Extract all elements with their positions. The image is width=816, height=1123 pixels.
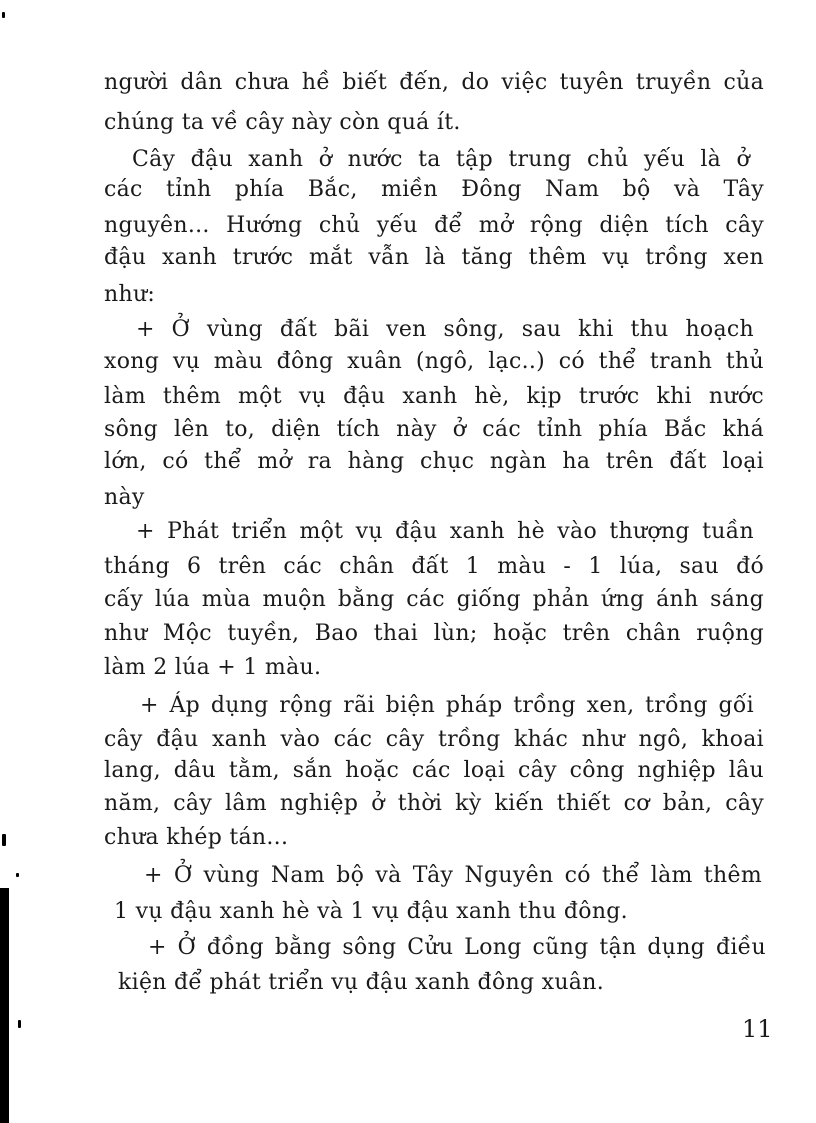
- text-line: kiện để phát triển vụ đậu xanh đông xuân.: [118, 970, 604, 995]
- text-line: lớn, có thể mở ra hàng chục ngàn ha trên đất loại: [104, 449, 764, 474]
- text-line: như Mộc tuyền, Bao thai lùn; hoặc trên chân ruộng: [104, 621, 764, 646]
- page-number: 11: [742, 1015, 773, 1043]
- bullet-item: + Ở vùng Nam bộ và Tây Nguyên có thể làm thêm: [144, 863, 762, 888]
- text-line: các tỉnh phía Bắc, miền Đông Nam bộ và Tây: [104, 177, 764, 202]
- text-line: tháng 6 trên các chân đất 1 màu - 1 lúa, sau đó: [104, 554, 764, 579]
- bullet-item: + Phát triển một vụ đậu xanh hè vào thượng tuần: [136, 519, 754, 544]
- text-line: như:: [104, 282, 156, 307]
- text-line: làm 2 lúa + 1 màu.: [104, 655, 322, 680]
- bullet-item: + Áp dụng rộng rãi biện pháp trồng xen, trồng gối: [140, 693, 754, 718]
- text-line: cấy lúa mùa muộn bằng các giống phản ứng ánh sáng: [104, 587, 764, 612]
- text-line: chưa khép tán...: [104, 825, 289, 850]
- scan-speck: [2, 834, 6, 846]
- text-line: làm thêm một vụ đậu xanh hè, kịp trước khi nước: [104, 384, 764, 409]
- bullet-item: + Ở đồng bằng sông Cửu Long cũng tận dụng điều: [148, 935, 766, 960]
- text-line: này: [104, 485, 145, 510]
- text-line: năm, cây lâm nghiệp ở thời kỳ kiến thiết cơ bản, cây: [104, 791, 764, 816]
- text-line: chúng ta về cây này còn quá ít.: [104, 110, 461, 135]
- bullet-item: + Ở vùng đất bãi ven sông, sau khi thu hoạch: [136, 317, 754, 342]
- text-line: 1 vụ đậu xanh hè và 1 vụ đậu xanh thu đông.: [114, 899, 628, 924]
- text-line: nguyên... Hướng chủ yếu để mở rộng diện tích cây: [104, 213, 764, 238]
- text-line: đậu xanh trước mắt vẫn là tăng thêm vụ trồng xen: [104, 245, 764, 270]
- text-line: sông lên to, diện tích này ở các tỉnh phía Bắc khá: [104, 417, 764, 442]
- text-line: cây đậu xanh vào các cây trồng khác như ngô, khoai: [104, 727, 764, 752]
- text-line: xong vụ màu đông xuân (ngô, lạc..) có thể tranh thủ: [104, 349, 764, 374]
- text-line: người dân chưa hề biết đến, do việc tuyên truyền của: [104, 70, 764, 95]
- paragraph-start: Cây đậu xanh ở nước ta tập trung chủ yếu là ở: [132, 147, 750, 172]
- scan-speck: [18, 1020, 21, 1028]
- scan-speck: [16, 873, 19, 877]
- text-line: lang, dâu tằm, sắn hoặc các loại cây công nghiệp lâu: [104, 758, 764, 783]
- scan-speck: [2, 12, 5, 18]
- scan-border: [0, 888, 9, 1123]
